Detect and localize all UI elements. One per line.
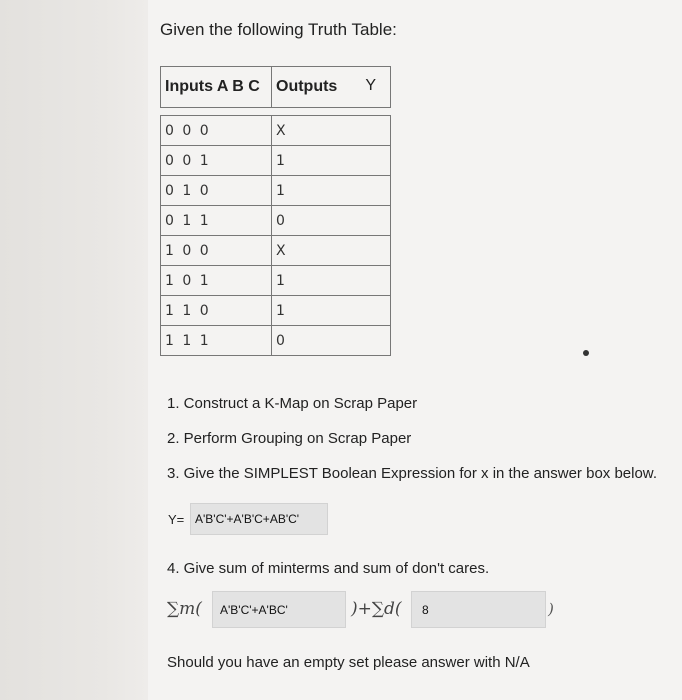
minterm-answer-box[interactable] <box>212 591 346 628</box>
expression-answer-box[interactable] <box>190 503 328 535</box>
table-row <box>161 236 391 266</box>
step-3: 3. Give the SIMPLEST Boolean Expression for x in the answer box below. <box>167 465 657 482</box>
table-row <box>161 266 391 296</box>
output-cell: X <box>272 116 391 146</box>
table-row <box>161 326 391 356</box>
output-cell: 0 <box>272 326 391 356</box>
table-row <box>161 116 391 146</box>
input-cell: 1 1 1 <box>161 326 272 356</box>
minterm-sum-prefix: ∑m( <box>167 599 202 619</box>
question-title: Given the following Truth Table: <box>160 20 397 39</box>
inputs-header: Inputs A B C <box>161 67 272 108</box>
step-1: 1. Construct a K-Map on Scrap Paper <box>167 395 418 412</box>
footer-note: Should you have an empty set please answer with N/A <box>167 654 530 671</box>
output-cell: 1 <box>272 266 391 296</box>
input-cell: 0 0 1 <box>161 146 272 176</box>
expression-answer-value: A'B'C'+A'B'C+AB'C' <box>195 512 300 526</box>
input-cell: 1 0 1 <box>161 266 272 296</box>
table-row <box>161 176 391 206</box>
table-row <box>161 296 391 326</box>
input-cell: 0 1 0 <box>161 176 272 206</box>
output-cell: 1 <box>272 146 391 176</box>
output-cell: 0 <box>272 206 391 236</box>
minterm-answer-value: A'B'C'+A'BC' <box>220 603 288 617</box>
truth-table <box>160 66 391 356</box>
dontcare-answer-value: 8 <box>422 603 429 617</box>
input-cell: 1 1 0 <box>161 296 272 326</box>
outputs-header-label: Outputs <box>276 78 338 95</box>
table-spacer <box>161 108 391 116</box>
page-edge <box>0 0 148 700</box>
dontcare-sum-prefix: )+∑d( <box>351 599 402 619</box>
closing-paren: ) <box>548 600 554 618</box>
input-cell: 1 0 0 <box>161 236 272 266</box>
table-header-row <box>161 67 391 108</box>
output-cell: X <box>272 236 391 266</box>
output-cell: 1 <box>272 176 391 206</box>
outputs-header <box>272 67 391 108</box>
table-row <box>161 206 391 236</box>
step-4: 4. Give sum of minterms and sum of don't cares. <box>167 560 490 577</box>
input-cell: 0 1 1 <box>161 206 272 236</box>
input-cell: 0 0 0 <box>161 116 272 146</box>
step-2: 2. Perform Grouping on Scrap Paper <box>167 430 412 447</box>
answer-label: Y= <box>168 512 185 527</box>
dontcare-answer-box[interactable] <box>411 591 546 628</box>
table-row <box>161 146 391 176</box>
output-cell: 1 <box>272 296 391 326</box>
outputs-header-y: Y <box>365 77 376 94</box>
stray-dot <box>583 350 589 356</box>
